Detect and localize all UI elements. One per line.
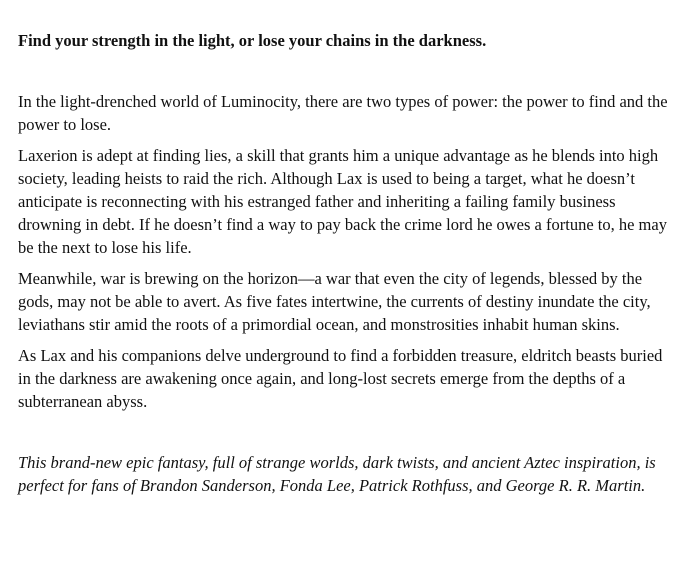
book-description — [18, 30, 674, 514]
paragraph-war: Meanwhile, war is brewing on the horizon—a war that even the city of legends, blessed by the gods, may not be able to avert. As five fates intertwine, the currents of destiny inundate the city, leviathans stir amid the roots of a primordial ocean, and monstrosities inhabit human skins. — [18, 269, 651, 334]
paragraph-underground: As Lax and his companions delve underground to find a forbidden treasure, eldritch beasts buried in the darkness are awakening once again, and long-lost secrets emerge from the depths of a subterranean abyss. — [18, 346, 663, 411]
paragraph-intro: In the light-drenched world of Luminocity, there are two types of power: the power to find and the power to lose. — [18, 92, 668, 134]
paragraph-laxerion: Laxerion is adept at finding lies, a skill that grants him a unique advantage as he blends into high society, leading heists to raid the rich. Although Lax is used to being a target, what he doesn’t anticipate is reconnecting with his estranged father and inheriting a failing family business drowning in debt. If he doesn’t find a way to pay back the crime lord he owes a fortune to, he may be the next to lose his life. — [18, 146, 667, 257]
closing-blurb: This brand-new epic fantasy, full of strange worlds, dark twists, and ancient Aztec inspiration, is perfect for fans of Brandon Sanderson, Fonda Lee, Patrick Rothfuss, and George R. R. Martin. — [18, 453, 656, 495]
tagline: Find your strength in the light, or lose your chains in the darkness. — [18, 31, 487, 50]
